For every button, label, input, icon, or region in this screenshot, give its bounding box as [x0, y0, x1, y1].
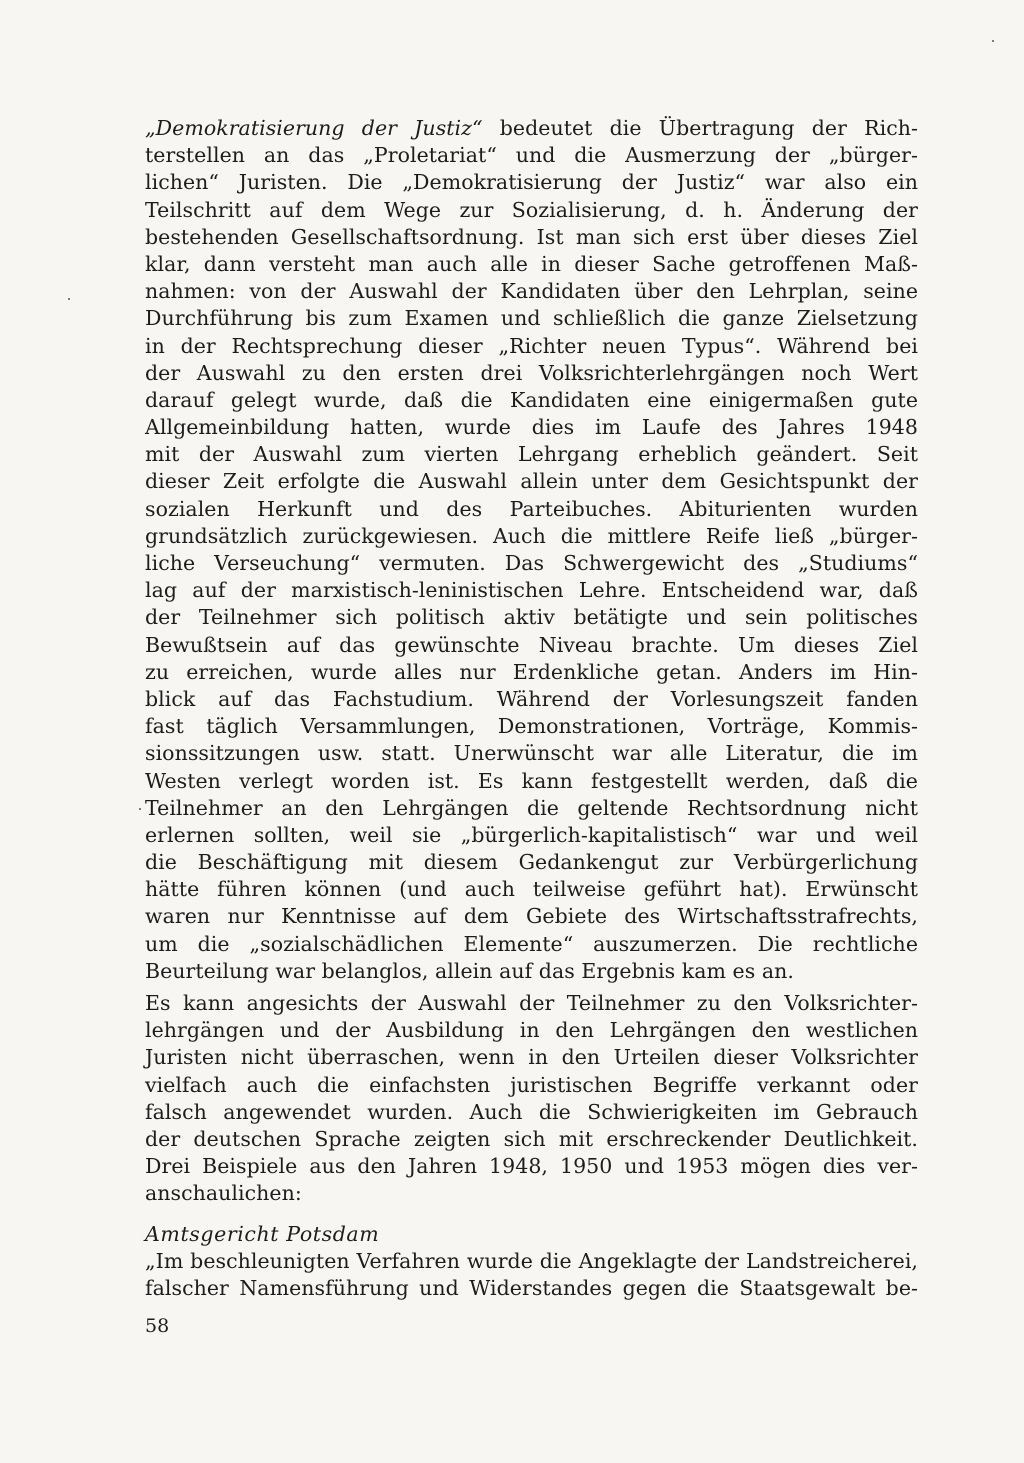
- text-line: anschaulichen:: [145, 1181, 302, 1206]
- paragraph-1: [145, 115, 918, 985]
- text-line: Bewußtsein auf das gewünschte Niveau brachte. Um dieses Ziel: [145, 632, 918, 657]
- text-line: klar, dann versteht man auch alle in dieser Sache getroffenen Maß-: [145, 251, 918, 276]
- text-line: grundsätzlich zurückgewiesen. Auch die mittlere Reife ließ „bürger-: [145, 523, 918, 548]
- paragraph-2: [145, 990, 918, 1208]
- text-line: „Im beschleunigten Verfahren wurde die Angeklagte der Landstreicherei,: [145, 1248, 918, 1273]
- text-line: darauf gelegt wurde, daß die Kandidaten eine einigermaßen gute: [145, 387, 918, 412]
- scan-speck: [68, 298, 70, 300]
- text-line: hätte führen können (und auch teilweise geführt hat). Erwünscht: [145, 877, 918, 902]
- text-line: sionssitzungen usw. statt. Unerwünscht war alle Literatur, die im: [145, 741, 918, 766]
- page-body: [145, 115, 918, 1302]
- text-line: Allgemeinbildung hatten, wurde dies im Laufe des Jahres 1948: [145, 415, 918, 440]
- text-line: fast täglich Versammlungen, Demonstrationen, Vorträge, Kommis-: [145, 714, 918, 739]
- text-line: Westen verlegt worden ist. Es kann festgestellt werden, daß die: [145, 768, 918, 793]
- text-line: zu erreichen, wurde alles nur Erdenkliche getan. Anders im Hin-: [145, 659, 918, 684]
- text-line: Es kann angesichts der Auswahl der Teilnehmer zu den Volksrichter-: [145, 991, 918, 1015]
- scan-speck: [139, 808, 141, 810]
- text-line: der deutschen Sprache zeigten sich mit erschreckender Deutlichkeit.: [145, 1126, 918, 1151]
- text-line: der Auswahl zu den ersten drei Volksrichterlehrgängen noch Wert: [145, 360, 918, 385]
- text-line: der Teilnehmer sich politisch aktiv betätigte und sein politisches: [145, 605, 918, 630]
- text-line: terstellen an das „Proletariat“ und die Ausmerzung der „bürger-: [145, 143, 918, 168]
- text-line: lichen“ Juristen. Die „Demokratisierung der Justiz“ war also ein: [145, 170, 918, 195]
- text-line: Beurteilung war belanglos, allein auf das Ergebnis kam es an.: [145, 958, 794, 983]
- text-line: Juristen nicht überraschen, wenn in den Urteilen dieser Volksrichter: [145, 1045, 918, 1070]
- text-line: falsch angewendet wurden. Auch die Schwierigkeiten im Gebrauch: [145, 1099, 918, 1124]
- text-line: [145, 115, 918, 142]
- text-line: Drei Beispiele aus den Jahren 1948, 1950 und 1953 mögen dies ver-: [145, 1154, 918, 1179]
- text-line-rest: bedeutet die Übertragung der Rich-: [482, 116, 918, 140]
- scan-speck: [992, 40, 994, 42]
- page-number: 58: [145, 1315, 170, 1337]
- text-line: um die „sozialschädlichen Elemente“ auszumerzen. Die rechtliche: [145, 931, 918, 956]
- text-line: Durchführung bis zum Examen und schließlich die ganze Zielsetzung: [145, 306, 918, 331]
- text-line: in der Rechtsprechung dieser „Richter neuen Typus“. Während bei: [145, 333, 918, 358]
- text-line: Teilnehmer an den Lehrgängen die geltende Rechtsordnung nicht: [145, 795, 918, 820]
- text-line: erlernen sollten, weil sie „bürgerlich-kapitalistisch“ war und weil: [145, 822, 918, 847]
- text-line: falscher Namensführung und Widerstandes gegen die Staatsgewalt be-: [145, 1275, 918, 1300]
- text-line: Teilschritt auf dem Wege zur Sozialisierung, d. h. Änderung der: [145, 197, 918, 222]
- text-line: nahmen: von der Auswahl der Kandidaten über den Lehrplan, seine: [145, 279, 918, 304]
- text-line: dieser Zeit erfolgte die Auswahl allein unter dem Gesichtspunkt der: [145, 469, 918, 494]
- text-line: die Beschäftigung mit diesem Gedankengut zur Verbürgerlichung: [145, 850, 918, 875]
- italic-term: „Demokratisierung der Justiz“: [145, 116, 483, 140]
- text-line: lag auf der marxistisch-leninistischen Lehre. Entscheidend war, daß: [145, 578, 918, 603]
- text-line: vielfach auch die einfachsten juristischen Begriffe verkannt oder: [145, 1072, 918, 1097]
- text-line: bestehenden Gesellschaftsordnung. Ist man sich erst über dieses Ziel: [145, 224, 918, 249]
- text-line: mit der Auswahl zum vierten Lehrgang erheblich geändert. Seit: [145, 442, 918, 467]
- text-line: liche Verseuchung“ vermuten. Das Schwergewicht des „Studiums“: [145, 551, 918, 575]
- text-line: sozialen Herkunft und des Parteibuches. Abiturienten wurden: [145, 496, 918, 521]
- text-line: lehrgängen und der Ausbildung in den Lehrgängen den westlichen: [145, 1018, 918, 1043]
- quote-block: [145, 1248, 918, 1302]
- example-heading: Amtsgericht Potsdam: [145, 1221, 380, 1246]
- text-line: blick auf das Fachstudium. Während der Vorlesungszeit fanden: [145, 686, 918, 711]
- text-line: waren nur Kenntnisse auf dem Gebiete des Wirtschaftsstrafrechts,: [145, 904, 918, 929]
